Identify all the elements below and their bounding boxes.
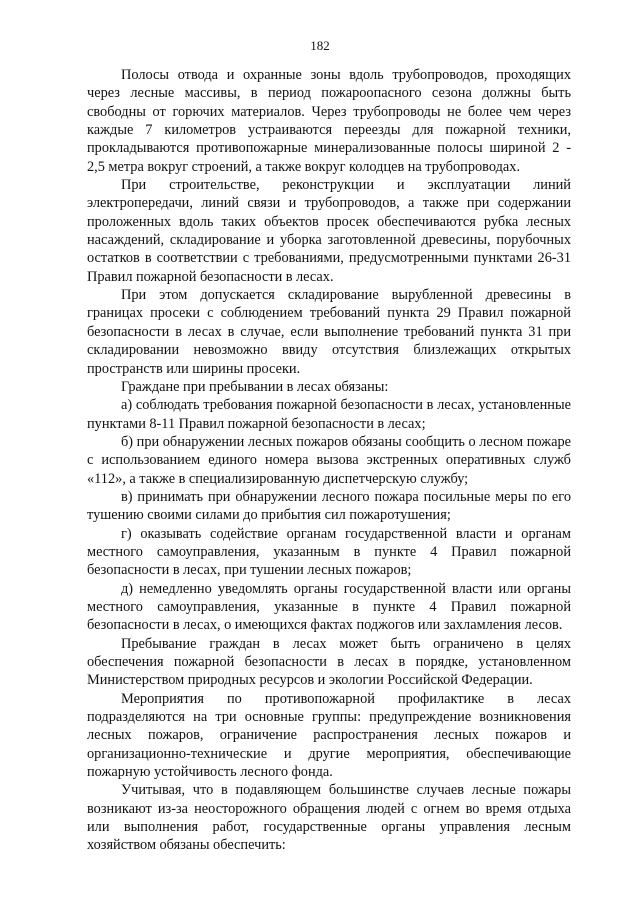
list-item-v: в) принимать при обнаружении лесного пожара посильные меры по его тушению своими силами до прибытия сил пожаротушения; [87, 488, 571, 524]
list-item-g: г) оказывать содействие органам государственной власти и органам местного самоуправления, указанным в пункте 4 Правил пожарной безопасности в лесах, при тушении лесных пожаров; [87, 525, 571, 579]
paragraph-citizens-obligations-heading: Граждане при пребывании в лесах обязаны: [121, 378, 389, 395]
paragraph-access-restriction: Пребывание граждан в лесах может быть ограничено в целях обеспечения пожарной безопасности в лесах в порядке, установленном Министерством природных ресурсов и экологии Российской Федерации. [87, 635, 571, 689]
list-item-b: б) при обнаружении лесных пожаров обязаны сообщить о лесном пожаре с использованием единого номера вызова экстренных оперативных служб «112», а также в специализированную диспетчерскую службу; [87, 433, 571, 487]
paragraph-pipeline-zones: Полосы отвода и охранные зоны вдоль трубопроводов, проходящих через лесные массивы, в период пожароопасного сезона должны быть свободны от горючих материалов. Через трубопроводы не более чем через каждые 7 километров устраиваются переезды для пожарной техники, прокладываются противопожарные минерализованные полосы шириной 2 - 2,5 метра вокруг строений, а также вокруг колодцев на трубопроводах. [87, 67, 571, 175]
paragraph-timber-storage: При этом допускается складирование вырубленной древесины в границах просеки с соблюдением требований пункта 29 Правил пожарной безопасности в лесах в случае, если выполнение требований пункта 31 при складировании невозможно ввиду отсутствия близлежащих открытых пространств или ширины просеки. [87, 287, 571, 377]
paragraph-prevention-measures: Мероприятия по противопожарной профилактике в лесах подразделяются на три основные группы: предупреждение возникновения лесных пожаров, ограничение распространения лесных пожаров и организационно-технические и другие мероприятия, обеспечивающие пожарную устойчивость лесного фонда. [87, 690, 571, 781]
document-body [87, 66, 571, 855]
page-number: 182 [310, 38, 330, 53]
list-item-d: д) немедленно уведомлять органы государственной власти или органы местного самоуправления, указанные в пункте 4 Правил пожарной безопасности в лесах, о имеющихся фактах поджогов или захламления лесов. [87, 580, 571, 634]
list-item-a: а) соблюдать требования пожарной безопасности в лесах, установленные пунктами 8-11 Правил пожарной безопасности в лесах; [87, 397, 571, 432]
paragraph-power-lines: При строительстве, реконструкции и эксплуатации линий электропередачи, линий связи и трубопроводов, а также при содержании проложенных вдоль таких объектов просек обеспечиваются рубка лесных насаждений, складирование и уборка заготовленной древесины, порубочных остатков в соответствии с требованиями, предусмотренными пунктами 26-31 Правил пожарной безопасности в лесах. [87, 177, 571, 285]
paragraph-authorities-duties: Учитывая, что в подавляющем большинстве случаев лесные пожары возникают из-за неосторожного обращения людей с огнем во время отдыха или выполнения работ, государственные органы управления лесным хозяйством обязаны обеспечить: [87, 782, 571, 854]
